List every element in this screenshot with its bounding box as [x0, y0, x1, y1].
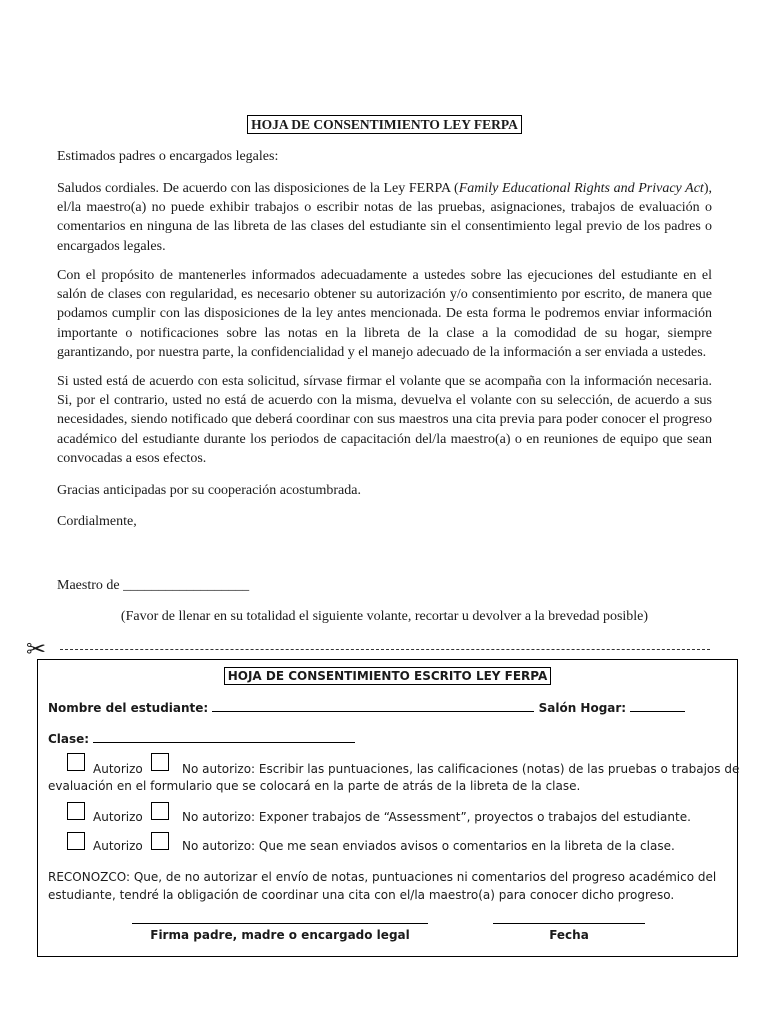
paragraph-purpose: Con el propósito de mantenerles informados adecuadamente a ustedes sobre las ejecuciones del estudiante en el salón de clases con regularidad, es necesario obtener su autorización y/o consentimiento por escrito, de manera que podamos cumplir con las disposiciones de la ley antes mencionada. De esta forma le podremos enviar información importante o notificaciones sobre las notas en la libreta de la clase a la comodidad de su hogar, siempre garantizando, por nuestra parte, la confidencialidad y el manejo adecuado de la información a ser enviada a ustedes.: [57, 268, 712, 360]
date-block: [493, 923, 645, 944]
homeroom-label: Salón Hogar:: [538, 701, 627, 715]
not-authorize-checkbox-grades[interactable]: [151, 753, 169, 771]
scissors-icon: ✂: [26, 635, 47, 663]
authorize-label: Autorizo: [93, 839, 143, 853]
form-title: HOJA DE CONSENTIMIENTO ESCRITO LEY FERPA: [224, 667, 552, 685]
class-row: [48, 729, 355, 748]
letter-title: HOJA DE CONSENTIMIENTO LEY FERPA: [247, 115, 522, 134]
authorize-label: Autorizo: [93, 810, 143, 824]
paragraph-ferpa-start: Saludos cordiales. De acuerdo con las disposiciones de la Ley FERPA (: [57, 181, 459, 196]
authorize-checkbox-grades[interactable]: [67, 753, 85, 771]
closing-line: Cordialmente,: [57, 514, 137, 529]
authorize-label: Autorizo: [93, 762, 143, 776]
date-field[interactable]: [493, 923, 645, 924]
student-row: [48, 698, 685, 717]
ferpa-full-name: Family Educational Rights and Privacy Act: [458, 181, 704, 196]
not-authorize-checkbox-comments[interactable]: [151, 832, 169, 850]
class-label: Clase:: [48, 732, 90, 746]
paragraph-instructions: Si usted está de acuerdo con esta solicitud, sírvase firmar el volante que se acompaña con la información necesaria. Si, por el contrario, usted no está de acuerdo con la misma, devuelva el volante con su selección, de acuerdo a sus necesidades, siendo notificado que deberá coordinar con sus maestros una cita previa para poder conocer el progreso académico del estudiante durante los periodos de capacitación del/la maestro(a) o en reuniones de equipo que sean convocadas a esos efectos.: [57, 374, 712, 466]
student-name-label: Nombre del estudiante:: [48, 701, 209, 715]
dashed-divider: [60, 649, 710, 650]
student-name-field[interactable]: [212, 698, 534, 712]
thanks-line: Gracias anticipadas por su cooperación acostumbrada.: [57, 483, 361, 498]
signature-block: [132, 923, 428, 944]
greeting: Estimados padres o encargados legales:: [57, 149, 279, 164]
signature-field[interactable]: [132, 923, 428, 924]
acknowledgement-line-1: RECONOZCO: Que, de no autorizar el envío de notas, puntuaciones ni comentarios del progreso académico del: [48, 870, 717, 884]
paragraph-ferpa: [57, 179, 712, 256]
paragraph-ferpa-end: ), el/la maestro(a) no puede exhibir trabajos o escribir notas de las pruebas, asignaciones, trabajos de evaluación o comentarios en ninguna de las libreta de las clases del estudiante sin el consentimiento legal previo de los padres o encargados legales.: [57, 181, 712, 254]
date-label: Fecha: [549, 928, 589, 942]
not-authorize-grades-text: No autorizo: Escribir las puntuaciones, las calificaciones (notas) de las pruebas o trabajos de: [182, 762, 740, 776]
cut-line: [26, 635, 716, 663]
not-authorize-assessment-text: No autorizo: Exponer trabajos de “Assessment”, proyectos o trabajos del estudiante.: [182, 810, 691, 824]
homeroom-field[interactable]: [630, 698, 685, 712]
not-authorize-comments-text: No autorizo: Que me sean enviados avisos o comentarios en la libreta de la clase.: [182, 839, 675, 853]
class-field[interactable]: [93, 729, 355, 743]
not-authorize-grades-continuation: evaluación en el formulario que se colocará en la parte de atrás de la libreta de la clase.: [48, 779, 581, 793]
acknowledgement-line-2: estudiante, tendré la obligación de coordinar una cita con el/la maestro(a) para conocer dicho progreso.: [48, 888, 675, 902]
authorize-checkbox-comments[interactable]: [67, 832, 85, 850]
instructions-note: (Favor de llenar en su totalidad el siguiente volante, recortar u devolver a la brevedad posible): [120, 609, 649, 624]
consent-form: [37, 659, 738, 957]
teacher-line: Maestro de __________________: [57, 578, 250, 593]
authorize-checkbox-assessment[interactable]: [67, 802, 85, 820]
signature-label: Firma padre, madre o encargado legal: [150, 928, 410, 942]
not-authorize-checkbox-assessment[interactable]: [151, 802, 169, 820]
